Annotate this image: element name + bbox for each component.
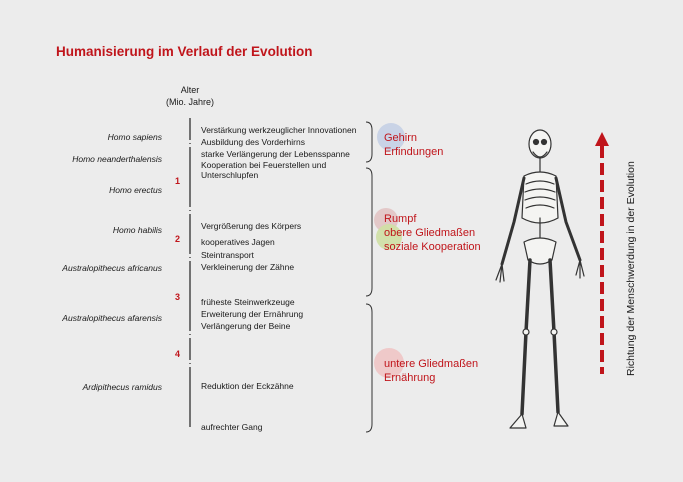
area-legs xyxy=(384,357,478,385)
left-arm xyxy=(502,178,524,264)
axis-label-unit: (Mio. Jahre) xyxy=(165,97,214,107)
age-marker-2: 2 xyxy=(175,234,181,244)
area-legs-line2: Ernährung xyxy=(384,372,436,384)
timeline-axis xyxy=(180,112,200,434)
species-ardipithecus-ramidus: Ardipithecus ramidus xyxy=(82,382,162,392)
right-leg xyxy=(550,260,558,412)
area-legs-line1: untere Gliedmaßen xyxy=(384,358,479,370)
trait-item: früheste Steinwerkzeuge xyxy=(201,297,295,307)
trait-item: Verkleinerung der Zähne xyxy=(201,262,295,272)
trait-item: kooperatives Jagen xyxy=(201,237,275,247)
area-brain-line1: Gehirn xyxy=(384,132,418,144)
skeleton-illustration xyxy=(470,122,590,442)
species-australopithecus-africanus: Australopithecus africanus xyxy=(62,263,162,273)
species-homo-sapiens: Homo sapiens xyxy=(107,132,162,142)
bracket-legs xyxy=(366,304,372,432)
trait-item: Verstärkung werkzeuglicher Innovationen xyxy=(201,125,357,135)
area-torso-line2b: Gliedmaßen xyxy=(412,227,476,239)
trait-item: Verlängerung der Beine xyxy=(201,321,291,331)
trait-item: Vergrößerung des Körpers xyxy=(201,221,302,231)
area-brain-line2: Erfindungen xyxy=(384,146,444,158)
skull xyxy=(529,130,551,158)
age-marker-1: 1 xyxy=(175,176,181,186)
trait-item: Ausbildung des Vorderhirns xyxy=(201,137,305,147)
trait-item: aufrechter Gang xyxy=(201,422,263,432)
area-torso xyxy=(384,212,481,254)
page-title: Humanisierung im Verlauf der Evolution xyxy=(56,44,313,59)
age-marker-3: 3 xyxy=(175,292,181,302)
area-brain xyxy=(384,131,443,159)
axis-label-age: Alter xyxy=(180,85,200,95)
axis-header xyxy=(164,84,216,108)
trait-item: starke Verlängerung der Lebensspanne xyxy=(201,149,350,159)
area-torso-line1: Rumpf xyxy=(384,213,417,225)
bracket-torso xyxy=(366,168,372,296)
right-arm xyxy=(556,178,580,260)
trait-item: Erweiterung der Ernährung xyxy=(201,309,304,319)
arrow-head xyxy=(595,132,609,146)
trait-item: Unterschlupfen xyxy=(201,170,259,180)
species-homo-neanderthalensis: Homo neanderthalensis xyxy=(72,154,162,164)
bracket-brain xyxy=(366,122,372,162)
trait-item: Kooperation bei Feuerstellen und xyxy=(201,160,327,170)
left-leg xyxy=(522,260,530,414)
age-marker-4: 4 xyxy=(175,349,181,359)
species-australopithecus-afarensis: Australopithecus afarensis xyxy=(62,313,162,323)
trait-item: Reduktion der Eckzähne xyxy=(201,381,294,391)
area-torso-line2a: obere xyxy=(384,227,413,239)
species-homo-habilis: Homo habilis xyxy=(112,225,162,235)
direction-label: Richtung der Menschwerdung in der Evolution xyxy=(625,161,637,376)
area-torso-line3: soziale Kooperation xyxy=(384,241,481,253)
grouping-brackets xyxy=(364,118,378,438)
species-homo-erectus: Homo erectus xyxy=(109,185,162,195)
trait-item: Steintransport xyxy=(201,250,254,260)
evolution-direction-arrow xyxy=(594,132,610,376)
